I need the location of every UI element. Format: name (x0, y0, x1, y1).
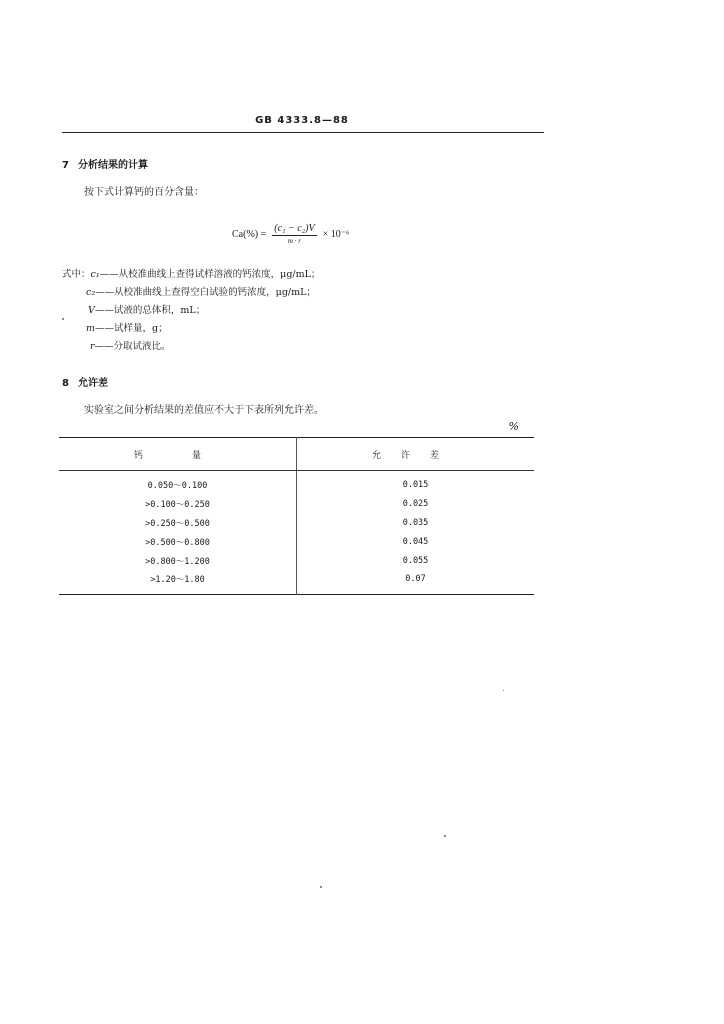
allowance-cell: 0.045 (402, 536, 429, 547)
symbol: V (88, 305, 95, 316)
table-header-row (59, 438, 534, 471)
calcium-range-cell: >0.500～0.800 (59, 532, 297, 551)
formula-lhs: Ca(%) = (232, 228, 267, 240)
symbol: r (90, 341, 95, 352)
table-row (59, 495, 534, 514)
formula-denominator: m · r (287, 237, 301, 245)
calcium-range-cell: 0.050～0.100 (59, 471, 297, 495)
section-8-number: 8 (62, 378, 69, 389)
symbol: c₁ (90, 269, 100, 280)
calcium-range-cell: >0.100～0.250 (59, 495, 297, 514)
scan-speck (444, 835, 446, 837)
scan-speck (62, 318, 64, 320)
table-row (59, 532, 534, 551)
section-8-intro: 实验室之间分析结果的差值应不大于下表所列允许差。 (84, 405, 324, 416)
column-header-allowance: 允许差 (297, 438, 535, 471)
symbol-list (62, 266, 320, 356)
calcium-range-cell: >1.20～1.80 (59, 570, 297, 594)
formula-numerator: (c₁ − c₂)V (274, 223, 315, 234)
formula-fraction (272, 222, 316, 246)
allowance-cell: 0.07 (405, 574, 426, 585)
formula-factor: × 10⁻⁶ (322, 228, 350, 240)
symbol: c₂ (86, 287, 96, 298)
calcium-formula (232, 222, 350, 246)
standard-code-header: GB 4333.8—88 (255, 115, 349, 126)
section-7-title: 分析结果的计算 (78, 160, 148, 171)
table-unit: % (508, 420, 519, 433)
section-7-heading (62, 156, 148, 171)
symbol-row (62, 320, 320, 338)
column-header-calcium: 钙 量 (59, 438, 297, 471)
allowance-cell: 0.035 (402, 517, 429, 528)
allowance-cell: 0.025 (402, 499, 429, 510)
table-row (59, 471, 534, 495)
table-row (59, 570, 534, 594)
scan-speck (503, 690, 504, 691)
calcium-range-cell: >0.800～1.200 (59, 551, 297, 570)
table-row (59, 551, 534, 570)
symbol-desc: ——从校准曲线上查得试样溶液的钙浓度，μg/mL； (99, 269, 321, 280)
symbol-row (62, 302, 320, 320)
symbol: m (86, 323, 96, 334)
allowable-difference-table (59, 437, 534, 595)
section-7-intro: 按下式计算钙的百分含量： (84, 187, 204, 198)
symbol-desc: ——分取试液比。 (94, 341, 171, 352)
symbol-desc: ——从校准曲线上查得空白试验的钙浓度，μg/mL； (95, 287, 316, 298)
symbol-desc: ——试样量，g； (95, 323, 168, 334)
section-8-heading (62, 374, 108, 389)
allowance-cell: 0.015 (402, 480, 429, 491)
section-7-number: 7 (62, 160, 69, 171)
scan-speck (320, 886, 322, 888)
symbol-row (62, 338, 320, 356)
symbol-row (62, 284, 320, 302)
allowance-cell: 0.055 (402, 555, 429, 566)
header-rule (62, 132, 544, 133)
symbol-row (62, 266, 320, 284)
symbol-desc: ——试液的总体积，mL； (94, 305, 206, 316)
table-row (59, 514, 534, 533)
calcium-range-cell: >0.250～0.500 (59, 514, 297, 533)
symbol-prefix: 式中： (62, 269, 91, 280)
section-8-title: 允许差 (78, 378, 108, 389)
